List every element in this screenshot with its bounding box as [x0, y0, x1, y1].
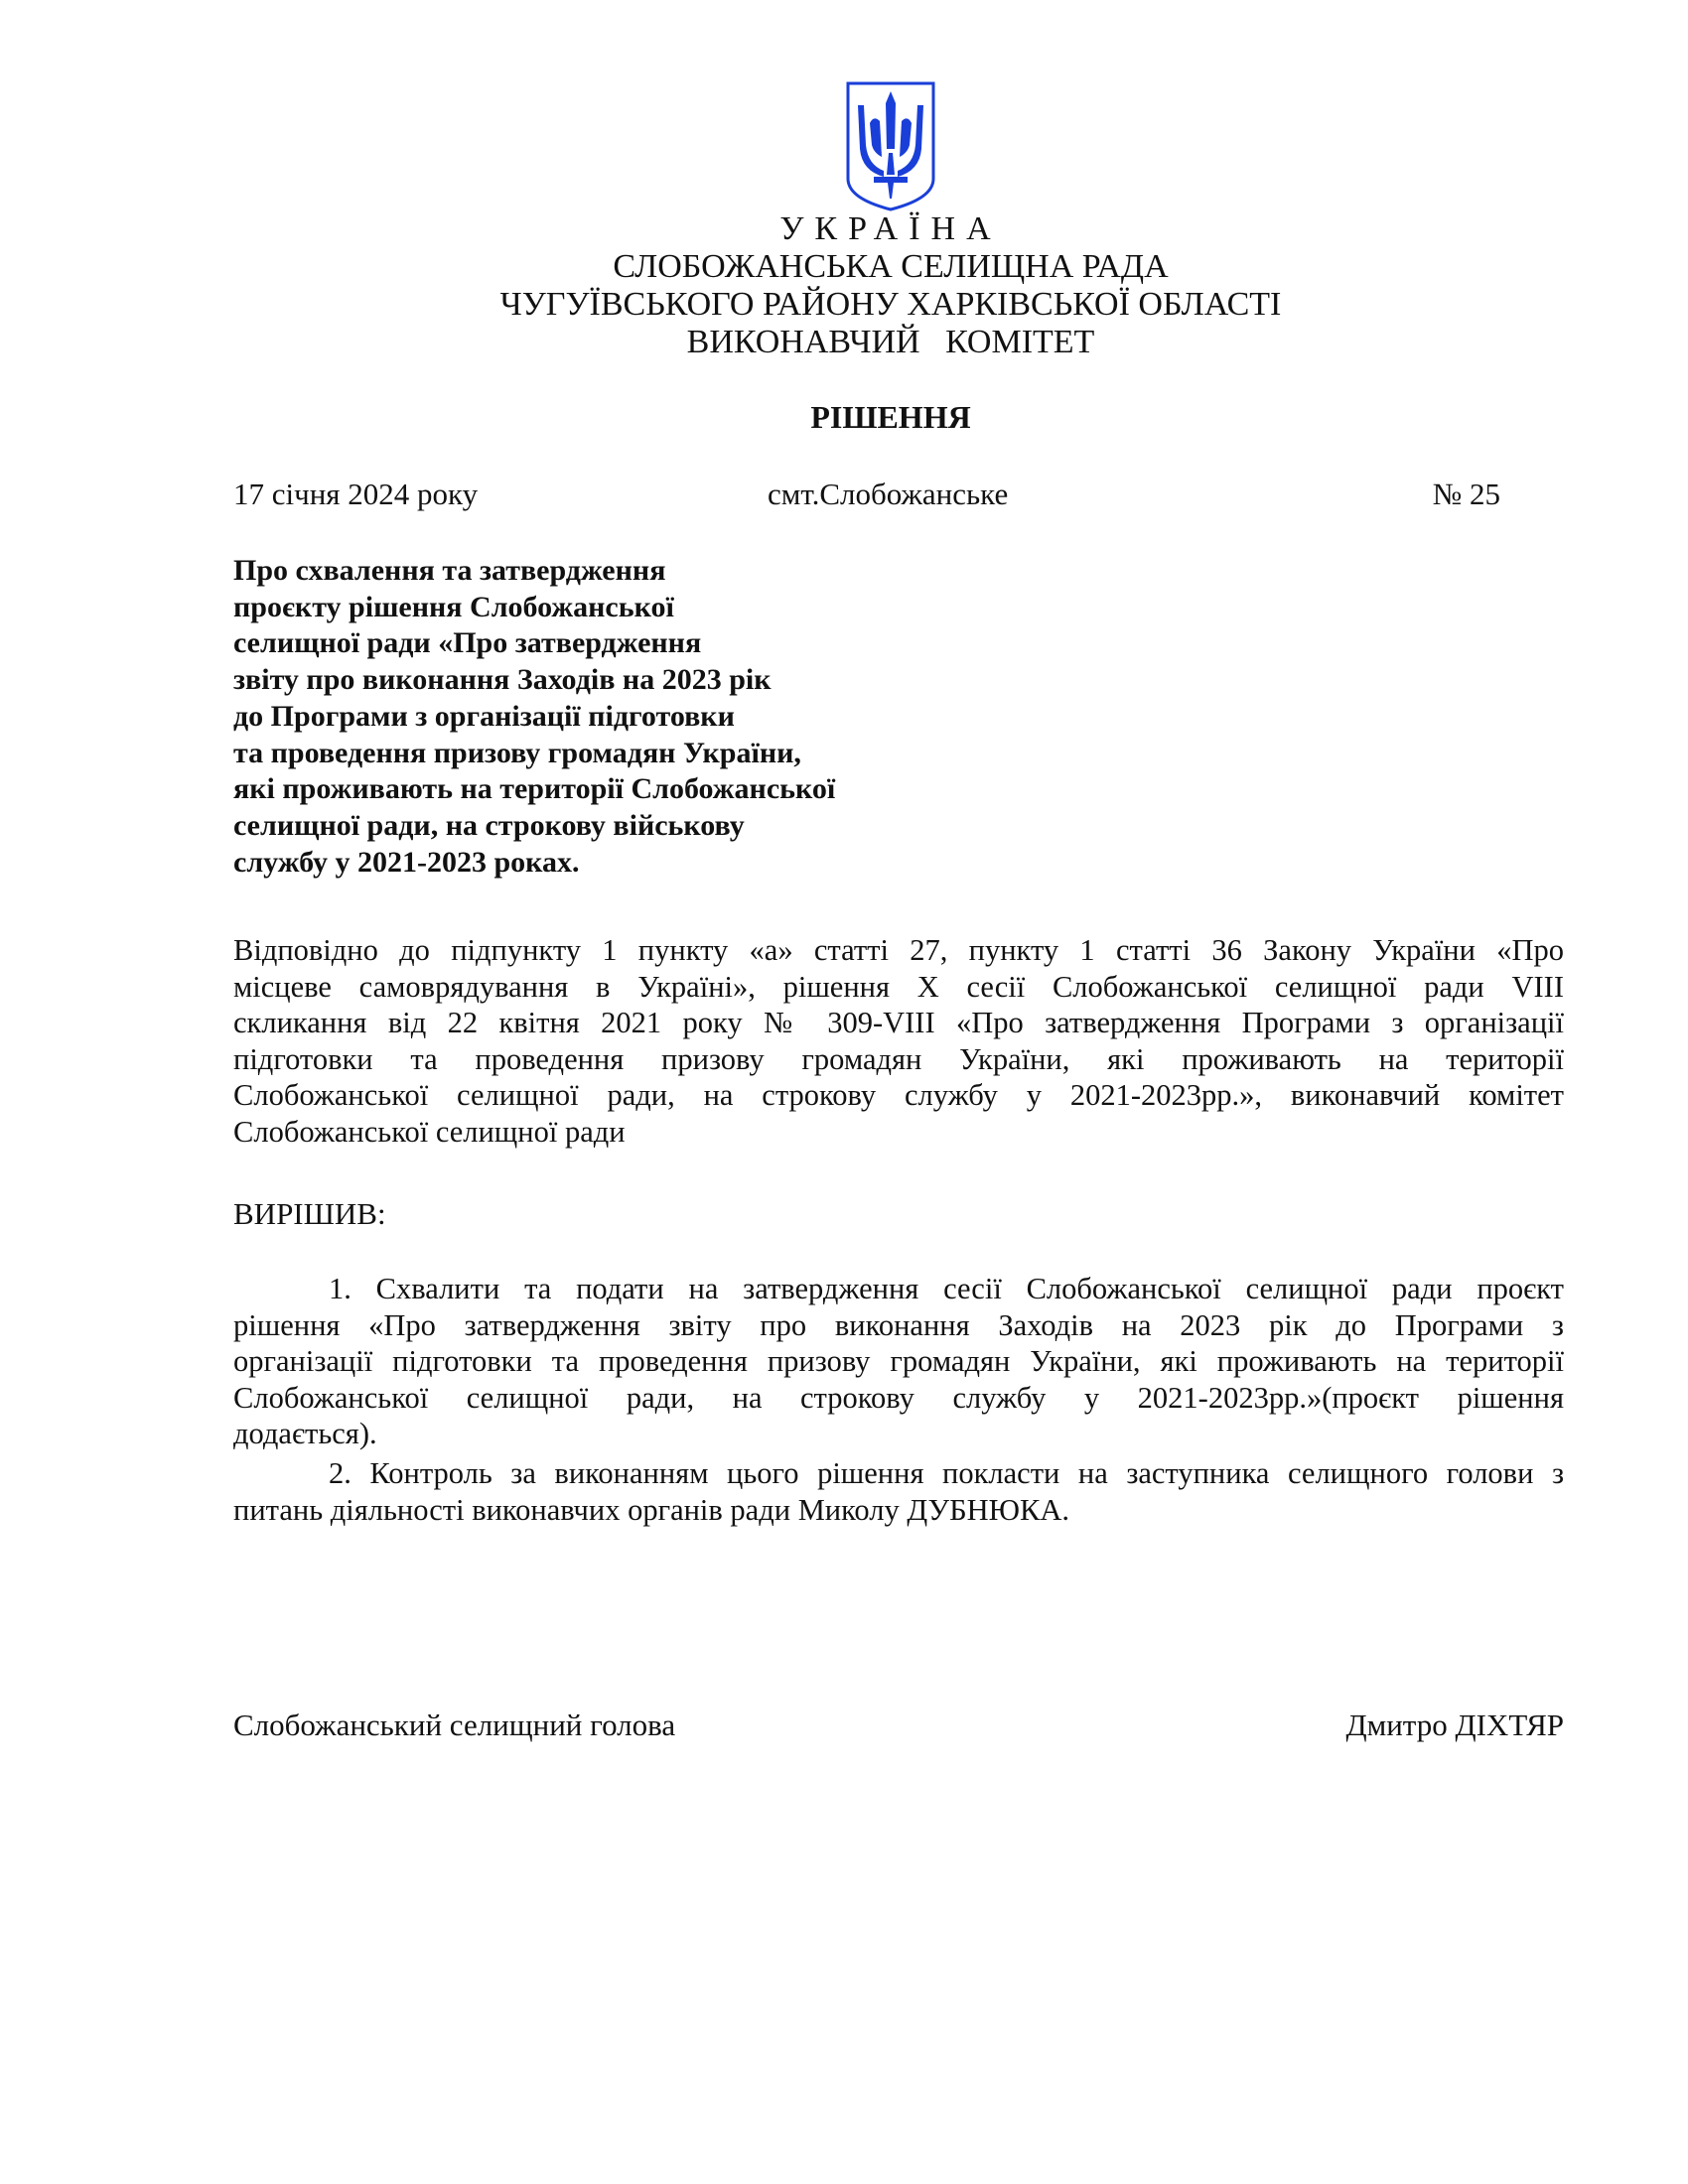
- decision-item-1: [233, 1271, 1564, 1452]
- preamble-line: місцеве самоврядування в Україні», рішення X сесії Слобожанської селищної ради VIII: [233, 969, 1564, 1004]
- document-number: № 25: [1432, 477, 1500, 511]
- issuer-header: [0, 210, 1688, 361]
- decision-items: [233, 1271, 1564, 1528]
- ukraine-trident-coat-of-arms-icon: [844, 79, 937, 213]
- item-line: рішення «Про затвердження звіту про виконання Заходів на 2023 рік до Програми з: [233, 1307, 1564, 1342]
- item-line: організації підготовки та проведення призову громадян України, які проживають на території: [233, 1344, 1564, 1379]
- item-line: 1. Схвалити та подати на затвердження сесії Слобожанської селищної ради проєкт: [329, 1272, 1564, 1305]
- preamble-line: Відповідно до підпункту 1 пункту «а» статті 27, пункту 1 статті 36 Закону України «Про: [233, 933, 1564, 967]
- document-date: 17 січня 2024 року: [233, 477, 479, 511]
- item-line: Слобожанської селищної ради, на строкову службу у 2021-2023рр.»(проєкт рішення: [233, 1380, 1564, 1415]
- preamble-line: Слобожанської селищної ради: [233, 1114, 626, 1149]
- signatory-position: Слобожанський селищний голова: [233, 1707, 676, 1742]
- document-meta-row: [233, 475, 1500, 514]
- subject-line: Про схвалення та затвердження: [233, 554, 666, 587]
- subject-line: звіту про виконання Заходів на 2023 рік: [233, 663, 772, 697]
- document-title: РІШЕННЯ: [810, 399, 971, 435]
- subject-line: службу у 2021-2023 роках.: [233, 845, 580, 879]
- preamble-line: Слобожанської селищної ради, на строкову службу у 2021-2023рр.», виконавчий комітет: [233, 1078, 1564, 1112]
- subject-line: селищної ради «Про затвердження: [233, 626, 702, 660]
- subject-line: до Програми з організації підготовки: [233, 699, 735, 733]
- signatory-name: Дмитро ДІХТЯР: [1345, 1707, 1564, 1742]
- preamble-line: скликання від 22 квітня 2021 року № 309-VIII «Про затвердження Програми з організації: [233, 1006, 1564, 1039]
- decision-subject: [233, 553, 948, 881]
- resolved-heading: ВИРІШИВ:: [233, 1196, 386, 1231]
- document-place: смт.Слобожанське: [768, 477, 1009, 511]
- preamble-paragraph: [233, 932, 1564, 1150]
- subject-line: які проживають на території Слобожанської: [233, 772, 836, 806]
- subject-line: проєкту рішення Слобожанської: [233, 590, 674, 623]
- decision-item-2: [233, 1455, 1564, 1528]
- subject-line: та проведення призову громадян України,: [233, 736, 801, 769]
- committee-name: ВИКОНАВЧИЙ КОМІТЕТ: [686, 324, 1095, 360]
- council-name: СЛОБОЖАНСЬКА СЕЛИЩНА РАДА: [613, 248, 1169, 285]
- preamble-line: підготовки та проведення призову громадян України, які проживають на території: [233, 1041, 1564, 1076]
- item-line: додається).: [233, 1417, 377, 1451]
- district-name: ЧУГУЇВСЬКОГО РАЙОНУ ХАРКІВСЬКОЇ ОБЛАСТІ: [499, 286, 1282, 323]
- country-name: УКРАЇНА: [779, 210, 1002, 247]
- subject-line: селищної ради, на строкову військову: [233, 808, 745, 842]
- item-line: 2. Контроль за виконанням цього рішення покласти на заступника селищного голови з: [329, 1455, 1564, 1490]
- item-line: питань діяльності виконавчих органів ради Миколу ДУБНЮКА.: [233, 1492, 1069, 1527]
